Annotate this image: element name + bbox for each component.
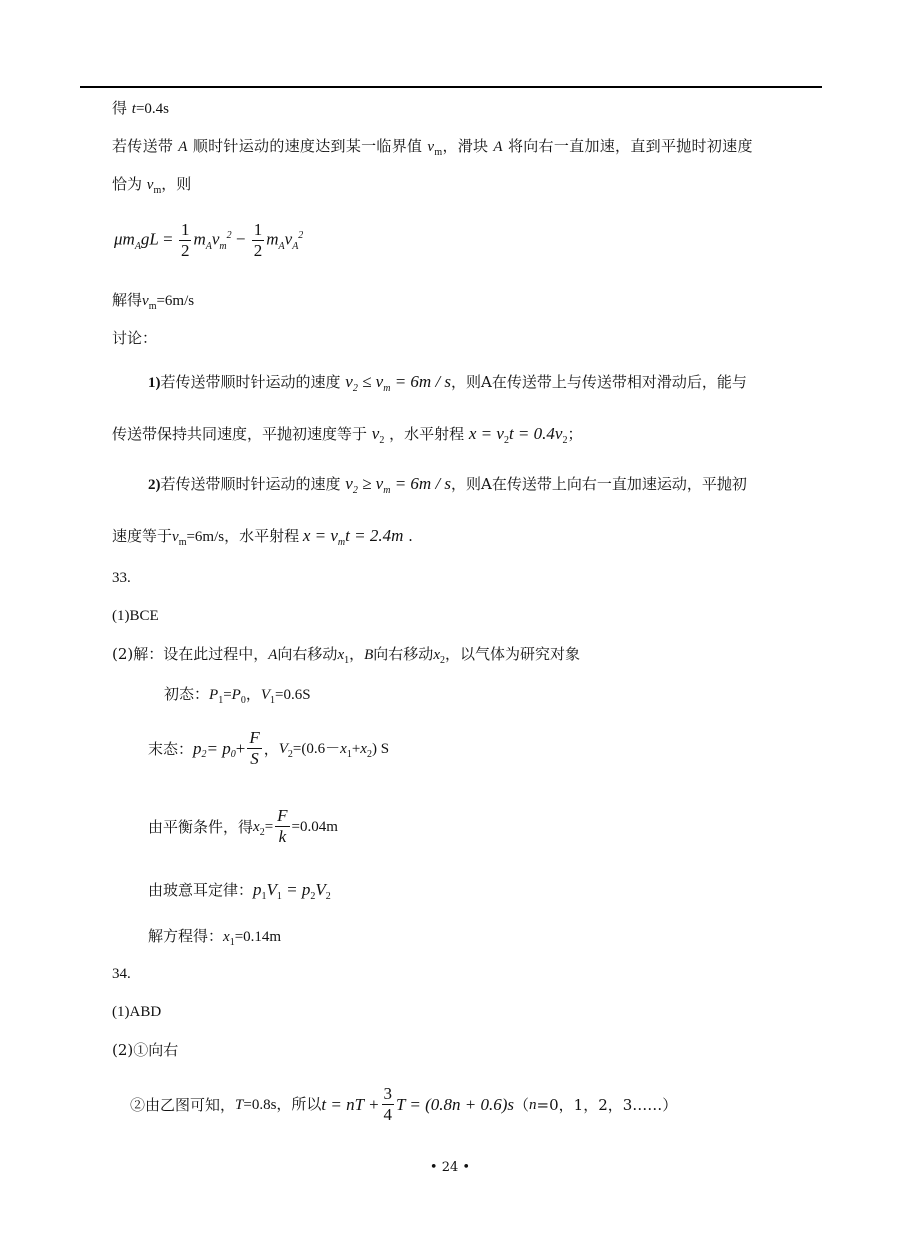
numerator: 1 — [180, 220, 190, 239]
denominator: S — [250, 749, 259, 768]
text: = — [264, 818, 274, 835]
var: v — [146, 177, 154, 193]
text: 顺时针运动的速度达到某一临界值 — [187, 137, 428, 155]
text: (2)①向右 — [112, 1041, 179, 1059]
text: 解得 — [112, 291, 143, 309]
equation-energy — [114, 220, 303, 261]
text: （ — [514, 1095, 530, 1114]
var: x — [433, 647, 440, 663]
text: ，水平射程 — [384, 425, 469, 443]
text-line — [112, 644, 580, 665]
sub: 0 — [240, 695, 246, 706]
text: ， — [349, 645, 365, 663]
var: p — [253, 880, 262, 899]
eq-part: m — [266, 229, 279, 249]
header-rule — [80, 86, 822, 88]
denominator: 4 — [383, 1105, 392, 1124]
text: 若传送带顺时针运动的速度 — [160, 373, 346, 391]
numerator: F — [249, 728, 260, 747]
numerator: F — [277, 806, 288, 825]
numerator: 3 — [383, 1084, 392, 1103]
var: x — [340, 740, 347, 757]
sub: 1 — [229, 937, 235, 948]
text: 由平衡条件，得 — [148, 817, 254, 836]
text: ，滑块 — [442, 137, 494, 155]
fraction — [275, 806, 289, 847]
text: 初态： — [164, 685, 210, 703]
sub: m — [383, 383, 391, 394]
sub: 2 — [310, 891, 316, 902]
sub: 2 — [325, 891, 331, 902]
text-line — [112, 98, 169, 119]
text: =(0.6－ — [292, 740, 341, 757]
var: p — [193, 738, 202, 758]
sub: 2 — [352, 383, 358, 394]
text: 若传送带 — [112, 137, 179, 155]
var: A — [268, 647, 278, 663]
text-line — [164, 684, 311, 705]
sub: 2 — [503, 435, 509, 446]
var: v — [172, 529, 179, 545]
text: ，以气体为研究对象 — [444, 645, 580, 663]
sub: A — [292, 240, 299, 252]
text: 33. — [112, 570, 131, 586]
sub: 1 — [276, 891, 282, 902]
text: =0，1，2，3……） — [536, 1095, 678, 1114]
text: ②由乙图可知， — [130, 1095, 236, 1114]
sub: m — [153, 185, 162, 196]
text: 向右移动 — [373, 645, 434, 663]
denominator: k — [278, 827, 287, 846]
text-line — [112, 1002, 161, 1022]
text: =0.6S — [275, 687, 311, 703]
text-line — [112, 424, 582, 444]
var: t — [131, 101, 136, 117]
eq-part: ≤ v — [357, 372, 384, 391]
text-line — [148, 880, 331, 900]
eq-part: m — [193, 229, 206, 249]
var: A — [493, 139, 503, 155]
fraction — [247, 728, 261, 769]
var: x — [337, 647, 345, 663]
item-number: 2) — [148, 477, 161, 493]
eq-part: gL — [140, 229, 159, 249]
text: ，则A在传送带上与传送带相对滑动后，能与 — [451, 373, 747, 391]
sub: 1 — [270, 695, 276, 706]
question-number — [112, 964, 131, 984]
text-line — [148, 474, 747, 495]
eq-part: v — [284, 229, 293, 249]
text: 34. — [112, 966, 131, 982]
var: P — [231, 687, 241, 703]
var: P — [209, 687, 219, 703]
denominator: 2 — [253, 241, 263, 260]
text: ) S — [371, 740, 390, 757]
sub: 1 — [344, 655, 350, 666]
var: x — [223, 929, 230, 945]
var: v — [371, 424, 380, 443]
sup: 2 — [226, 229, 232, 241]
sub: m — [383, 485, 391, 496]
eq-part: + — [235, 738, 246, 758]
text: 速度等于 — [112, 527, 173, 545]
text-line: 由平衡条件，得 x $_2$ = $\frac{F}{k}$ =0.04m — [148, 806, 338, 846]
sub: 2 — [352, 485, 358, 496]
var: B — [364, 647, 374, 663]
var: V — [315, 880, 326, 899]
text: 传送带保持共同速度，平抛初速度等于 — [112, 425, 372, 443]
text: ， — [263, 739, 279, 758]
text: 解方程得： — [148, 927, 224, 945]
sub: A — [134, 240, 141, 252]
sub: m — [337, 537, 346, 548]
text: ， — [245, 685, 261, 703]
text: 向右移动 — [277, 645, 338, 663]
var: T — [235, 1096, 244, 1113]
text-line — [112, 174, 191, 195]
text: ，则 — [161, 175, 192, 193]
sub: 1 — [261, 891, 267, 902]
var: v — [142, 293, 149, 309]
eq-part: = p — [281, 880, 311, 899]
sub: m — [178, 537, 187, 548]
denominator: 2 — [180, 241, 190, 260]
var: n — [529, 1096, 537, 1113]
numerator: 1 — [253, 220, 263, 239]
text: 恰为 — [112, 175, 147, 193]
text-line — [130, 1084, 677, 1125]
sub: m — [148, 301, 157, 312]
text: ； — [567, 425, 583, 443]
eq-part: − — [231, 229, 250, 249]
eq-part: = — [158, 229, 177, 249]
eq-part: v — [345, 372, 353, 391]
text-line — [112, 526, 413, 547]
eq-part: v — [211, 229, 220, 249]
text: + — [351, 740, 361, 757]
text: 得 — [112, 99, 132, 117]
text: 将向右一直加速，直到平抛时初速度 — [502, 137, 753, 155]
text-line — [112, 1040, 178, 1060]
eq-part: = 6m / s — [390, 372, 452, 391]
text: 讨论： — [112, 329, 158, 347]
sub: 1 — [218, 695, 224, 706]
var: x — [253, 818, 260, 835]
text: =0.14m — [234, 929, 282, 945]
eq-part: μm — [114, 229, 135, 249]
var: A — [178, 139, 188, 155]
eq-part: x = v — [468, 424, 504, 443]
text-line — [112, 290, 194, 311]
sub: 2 — [562, 435, 568, 446]
eq-part: T = (0.8n + 0.6)s — [396, 1094, 515, 1114]
eq-part: = 6m / s — [390, 474, 452, 493]
question-number — [112, 568, 131, 588]
text-line — [112, 136, 753, 157]
sub: m — [219, 240, 227, 252]
sub: 2 — [379, 435, 385, 446]
text: 末态： — [148, 739, 194, 758]
text: 由玻意耳定律： — [148, 881, 254, 899]
text: =6m/s — [156, 293, 195, 309]
eq-part: = p — [206, 738, 231, 758]
eq-part: t = 0.4v — [508, 424, 563, 443]
text: =0.4s — [135, 101, 169, 117]
var: V — [266, 880, 277, 899]
fraction — [382, 1084, 395, 1125]
text: (2)解：设在此过程中， — [112, 645, 269, 663]
var: v — [427, 139, 435, 155]
text-line: 末态： p $_2$ = p $_0$ + $\frac{F}{S}$ ， V $_2$ =(0.6－ x $_1$ + x $_2$ ) S — [148, 728, 390, 768]
text-line — [148, 926, 281, 947]
text: (1)ABD — [112, 1004, 162, 1020]
text: =6m/s，水平射程 — [186, 529, 303, 545]
eq-part: t = nT + — [321, 1094, 380, 1114]
text-line — [112, 328, 157, 348]
sub: A — [205, 240, 212, 252]
text: 若传送带顺时针运动的速度 — [160, 475, 346, 493]
sub: A — [278, 240, 285, 252]
text: . — [403, 527, 413, 545]
sub: m — [434, 147, 443, 158]
eq-part: x = v — [302, 526, 338, 545]
text: (1)BCE — [112, 608, 159, 624]
var: x — [360, 740, 367, 757]
text: =0.04m — [291, 818, 338, 835]
var: V — [260, 687, 271, 703]
item-number: 1) — [148, 375, 161, 391]
page-number: • 24 • — [429, 1160, 471, 1175]
text: =0.8s，所以 — [243, 1096, 322, 1113]
fraction — [252, 220, 265, 261]
fraction — [179, 220, 192, 261]
eq-part: t = 2.4m — [345, 526, 404, 545]
eq-part: v — [345, 474, 353, 493]
text: = — [223, 687, 232, 703]
text-line — [148, 372, 747, 393]
sub: 2 — [439, 655, 445, 666]
eq-part: ≥ v — [357, 474, 384, 493]
text: ，则A在传送带上向右一直加速运动，平抛初 — [451, 475, 747, 493]
sup: 2 — [298, 229, 304, 241]
var: V — [278, 740, 288, 757]
text-line — [112, 606, 159, 626]
